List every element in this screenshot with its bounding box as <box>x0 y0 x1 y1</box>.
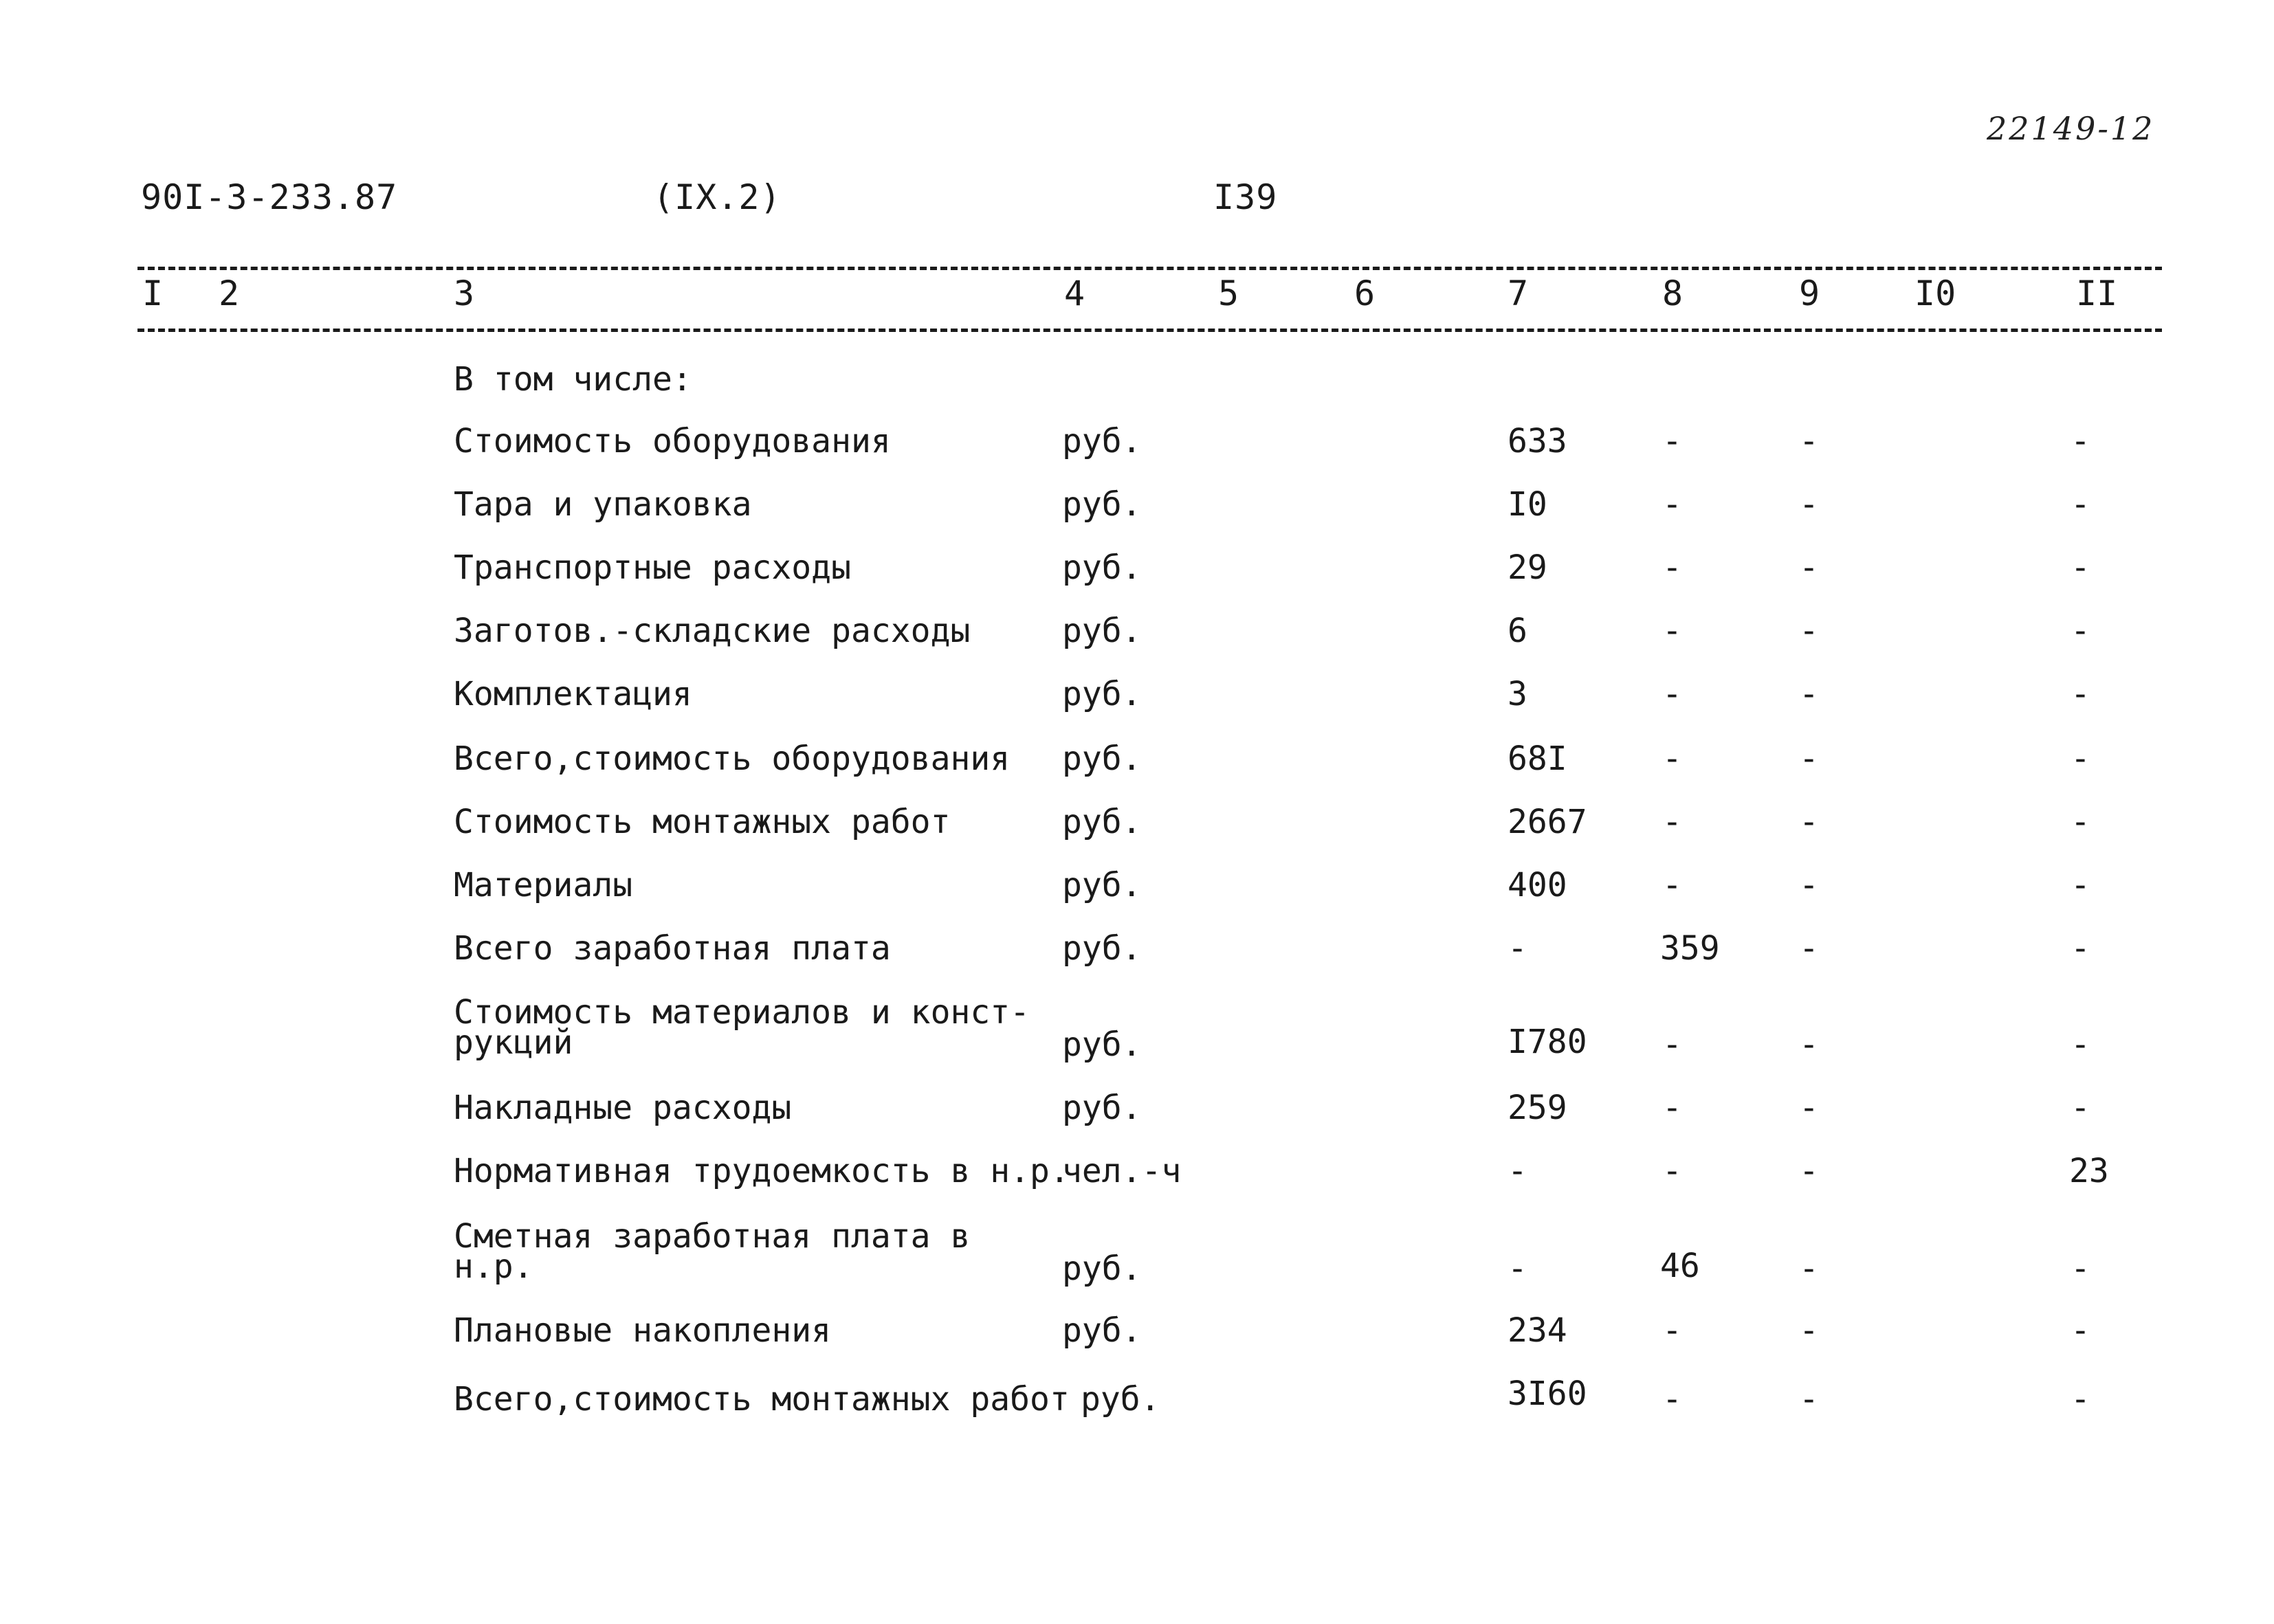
table-row <box>0 422 2274 466</box>
row-value-col7: 3I60 <box>1508 1375 1587 1413</box>
row-unit: руб. <box>1062 422 1142 460</box>
row-value-col8: - <box>1662 1025 1682 1064</box>
row-description: Нормативная трудоемкость в н.р. <box>454 1152 1070 1190</box>
row-value-col8: - <box>1662 485 1682 524</box>
row-unit: руб. <box>1062 485 1142 524</box>
row-value-col9: - <box>1799 675 1819 713</box>
row-value-col8: 359 <box>1660 929 1720 968</box>
row-value-col9: - <box>1799 1152 1819 1190</box>
row-value-col9: - <box>1799 1380 1819 1419</box>
row-unit: руб. <box>1062 929 1142 968</box>
row-value-col7: - <box>1508 1249 1527 1288</box>
row-value-col7: 29 <box>1508 548 1547 587</box>
row-description: Сметная заработная плата в <box>454 1217 971 1256</box>
table-row <box>0 866 2274 910</box>
header-rule-top <box>137 267 2162 270</box>
table-row <box>0 1311 2274 1355</box>
row-description: Стоимость монтажных работ <box>454 803 951 841</box>
row-value-col8: - <box>1662 739 1682 778</box>
row-value-col7: 68I <box>1508 739 1567 778</box>
table-row <box>0 929 2274 973</box>
row-value-col9: - <box>1799 485 1819 524</box>
row-description: Комплектация <box>454 675 692 713</box>
table-row <box>0 675 2274 719</box>
row-unit: руб. <box>1062 612 1142 650</box>
column-header-4: 4 <box>1064 274 1085 313</box>
row-value-col9: - <box>1799 548 1819 587</box>
row-description: Всего,стоимость оборудования <box>454 739 1011 778</box>
row-unit: чел.-ч <box>1062 1152 1182 1190</box>
row-value-col7: - <box>1508 1152 1527 1190</box>
archive-number: 22149-12 <box>1987 110 2155 147</box>
row-description: Материалы <box>454 866 633 904</box>
row-value-col7: 234 <box>1508 1311 1567 1350</box>
row-value-col7: 400 <box>1508 866 1567 904</box>
row-description-continued: н.р. <box>454 1247 533 1286</box>
column-header-7: 7 <box>1508 274 1529 313</box>
row-value-col11: - <box>2071 739 2090 778</box>
row-unit: руб. <box>1062 675 1142 713</box>
row-unit: руб. <box>1081 1380 1160 1419</box>
row-unit: руб. <box>1062 1249 1142 1288</box>
table-row <box>0 1217 2274 1296</box>
row-value-col9: - <box>1799 1311 1819 1350</box>
column-header-6: 6 <box>1354 274 1376 313</box>
column-header-10: I0 <box>1914 274 1956 313</box>
row-description-continued: рукций <box>454 1023 573 1062</box>
table-row <box>0 739 2274 783</box>
column-header-1: I <box>142 274 164 313</box>
row-value-col11: - <box>2071 1311 2090 1350</box>
row-description: Тара и упаковка <box>454 485 752 524</box>
row-value-col9: - <box>1799 929 1819 968</box>
row-value-col11: - <box>2071 675 2090 713</box>
row-value-col11: - <box>2071 803 2090 841</box>
row-description: Накладные расходы <box>454 1089 792 1127</box>
row-value-col8: - <box>1662 803 1682 841</box>
header-rule-bottom <box>137 329 2162 332</box>
row-value-col8: - <box>1662 675 1682 713</box>
row-value-col11: - <box>2071 1089 2090 1127</box>
column-header-9: 9 <box>1799 274 1820 313</box>
row-value-col11: - <box>2071 1380 2090 1419</box>
row-value-col11: - <box>2071 422 2090 460</box>
row-value-col11: - <box>2071 548 2090 587</box>
table-row <box>0 805 2274 847</box>
row-description: Стоимость материалов и конст- <box>454 993 1030 1032</box>
section-number: (IX.2) <box>653 177 782 217</box>
row-description: Стоимость оборудования <box>454 422 891 460</box>
row-value-col8: - <box>1662 1152 1682 1190</box>
row-description: Транспортные расходы <box>454 548 851 587</box>
column-header-8: 8 <box>1662 274 1684 313</box>
row-value-col9: - <box>1799 803 1819 841</box>
row-value-col9: - <box>1799 612 1819 650</box>
table-row <box>0 1091 2274 1133</box>
row-unit: руб. <box>1062 1089 1142 1127</box>
row-value-col8: - <box>1662 1311 1682 1350</box>
column-header-2: 2 <box>219 274 240 313</box>
table-row <box>0 1375 2274 1424</box>
row-value-col11: - <box>2071 1025 2090 1064</box>
column-header-5: 5 <box>1218 274 1239 313</box>
row-value-col8: - <box>1662 1380 1682 1419</box>
row-value-col8: - <box>1662 422 1682 460</box>
row-unit: руб. <box>1062 866 1142 904</box>
row-description: Всего заработная плата <box>454 929 891 968</box>
row-value-col11: - <box>2071 1249 2090 1288</box>
table-row <box>0 485 2274 529</box>
row-value-col8: - <box>1662 866 1682 904</box>
column-header-11: II <box>2076 274 2118 313</box>
row-description: Плановые накопления <box>454 1311 832 1350</box>
row-value-col9: - <box>1799 1025 1819 1064</box>
row-value-col8: - <box>1662 1089 1682 1127</box>
row-value-col8: - <box>1662 612 1682 650</box>
row-value-col11: - <box>2071 485 2090 524</box>
row-unit: руб. <box>1062 803 1142 841</box>
row-unit: руб. <box>1062 1311 1142 1350</box>
row-unit: руб. <box>1062 739 1142 778</box>
row-value-col9: - <box>1799 1089 1819 1127</box>
row-value-col9: - <box>1799 422 1819 460</box>
row-description: Всего,стоимость монтажных работ <box>454 1380 1070 1419</box>
row-value-col8: - <box>1662 548 1682 587</box>
table-row <box>0 548 2274 592</box>
row-value-col11: - <box>2071 929 2090 968</box>
row-value-col7: 3 <box>1508 675 1527 713</box>
row-value-col11: - <box>2071 866 2090 904</box>
row-unit: руб. <box>1062 1025 1142 1064</box>
row-value-col7: - <box>1508 929 1527 968</box>
row-value-col7: 633 <box>1508 422 1567 460</box>
row-value-col8: 46 <box>1660 1247 1700 1285</box>
table-row <box>0 993 2274 1072</box>
page-number: I39 <box>1213 177 1278 217</box>
row-description: Заготов.-складские расходы <box>454 612 971 650</box>
table-row <box>0 360 2274 404</box>
row-value-col9: - <box>1799 866 1819 904</box>
row-value-col7: 6 <box>1508 612 1527 650</box>
row-value-col7: I0 <box>1508 485 1547 524</box>
row-value-col11: - <box>2071 612 2090 650</box>
row-value-col9: - <box>1799 1249 1819 1288</box>
column-header-3: 3 <box>454 274 475 313</box>
row-value-col7: 259 <box>1508 1089 1567 1127</box>
row-value-col7: 2667 <box>1508 803 1587 841</box>
document-code: 90I-3-233.87 <box>141 177 398 217</box>
table-row <box>0 614 2274 656</box>
row-value-col11: 23 <box>2069 1152 2109 1190</box>
table-row <box>0 1152 2274 1196</box>
row-unit: руб. <box>1062 548 1142 587</box>
row-description: В том числе: <box>454 360 692 399</box>
row-value-col9: - <box>1799 739 1819 778</box>
row-value-col7: I780 <box>1508 1023 1587 1061</box>
